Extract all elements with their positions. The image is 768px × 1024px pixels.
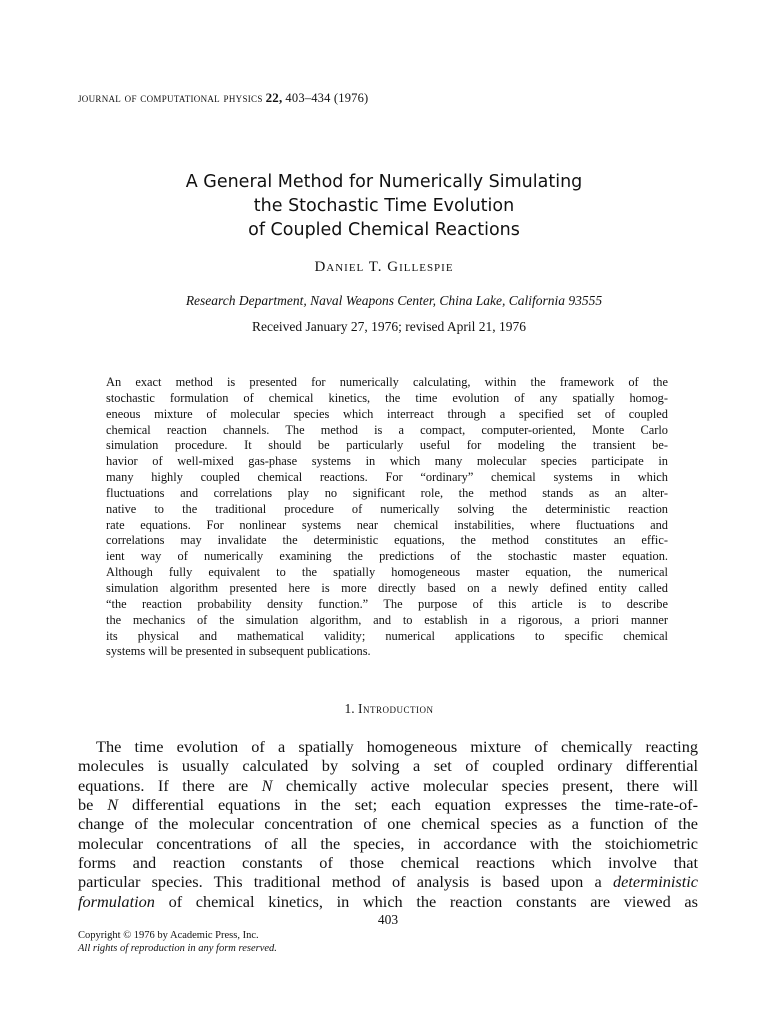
body-line: be N differential equations in the set; each equation expresses the time-rate-of- [78,795,698,815]
article-title [0,170,768,242]
abstract-line: simulation algorithm presented here is more directly based on a newly defined entity called [106,580,668,595]
abstract-line: many highly coupled chemical reactions. For “ordinary” chemical systems in which [106,470,668,485]
author-affiliation: Research Department, Naval Weapons Center, China Lake, California 93555 [185,293,603,308]
page-number: 403 [377,912,399,927]
abstract-line: rate equations. For nonlinear systems near chemical instabilities, where fluctuations and [106,517,668,532]
abstract-line: ient way of numerically examining the predictions of the stochastic master equation. [106,549,668,564]
body-line: The time evolution of a spatially homogeneous mixture of chemically reacting [96,737,698,756]
title-line: A General Method for Numerically Simulating [185,172,583,192]
body-line: particular species. This traditional method of analysis is based upon a deterministic [78,872,698,892]
abstract-line: Although fully equivalent to the spatially homogeneous master equation, the numerical [106,565,668,580]
abstract-line: An exact method is presented for numerically calculating, within the framework of the [106,375,668,389]
abstract-line: correlations may invalidate the deterministic equations, the method constitutes an effic- [106,533,668,548]
abstract-line: the mechanics of the simulation algorithm, and to establish in a rigorous, a priori manner [106,612,668,627]
abstract-line: “the reaction probability density function.” The purpose of this article is to describe [106,596,668,611]
journal-pages-year: 403–434 (1976) [285,91,369,105]
abstract-line: eneous mixture of molecular species which interreact through a specified set of coupled [106,406,668,421]
body-line: formulation of chemical kinetics, in which the reaction constants are viewed as [78,891,698,911]
journal-name: journal of computational physics [78,90,263,105]
copyright-line: Copyright © 1976 by Academic Press, Inc. [78,930,259,941]
abstract-line: systems will be presented in subsequent publications. [106,644,371,659]
journal-volume: 22, [265,90,283,105]
abstract-line: simulation procedure. It should be particularly useful for modeling the transient be- [106,438,668,453]
abstract [106,375,668,660]
abstract-line: chemical reaction channels. The method is a compact, computer-oriented, Monte Carlo [106,422,668,437]
body-text [78,737,698,911]
body-line: molecules is usually calculated by solving a set of coupled ordinary differential [78,756,698,776]
body-line: forms and reaction constants of those chemical reactions which involve that [78,853,698,873]
section-number: 1. [344,701,355,716]
abstract-line: havior of well-mixed gas-phase systems in which many molecular species participate in [106,454,668,469]
title-line: the Stochastic Time Evolution [253,196,515,216]
journal-header [78,90,368,106]
abstract-line: its physical and mathematical validity; numerical applications to specific chemical [106,628,668,643]
rights-line: All rights of reproduction in any form reserved. [78,943,277,954]
body-line: molecular concentrations of all the species, in accordance with the stoichiometric [78,833,698,853]
body-line: change of the molecular concentration of one chemical species as a function of the [78,814,698,834]
copyright-notice [78,929,277,955]
abstract-line: native to the traditional procedure of numerically solving the deterministic reaction [106,501,668,516]
section-title: Introduction [358,701,434,716]
body-line: equations. If there are N chemically active molecular species present, there will [78,775,698,795]
author-name: Daniel T. Gillespie [314,259,454,275]
section-heading [0,701,768,717]
abstract-line: fluctuations and correlations play no significant role, the method stands as an alter- [106,485,668,500]
title-line: of Coupled Chemical Reactions [248,220,520,240]
abstract-line: stochastic formulation of chemical kinetics, the time evolution of any spatially homog- [106,390,668,405]
received-dates: Received January 27, 1976; revised April 21, 1976 [251,319,527,334]
